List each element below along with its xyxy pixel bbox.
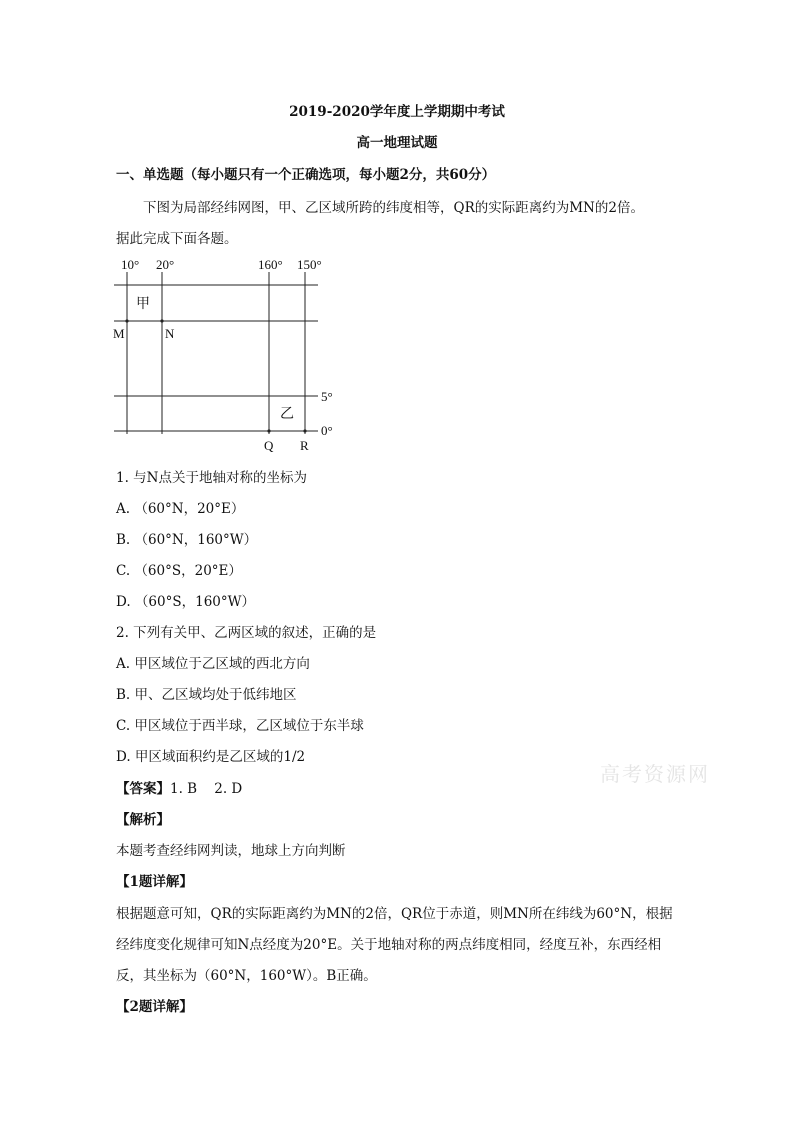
lon-label-10: 10° bbox=[121, 257, 140, 272]
point-m bbox=[125, 319, 128, 322]
question-2-option-d: D. 甲区域面积约是乙区域的1/2 bbox=[116, 749, 306, 765]
intro-line-1: 下图为局部经纬网图，甲、乙区域所跨的纬度相等，QR的实际距离约为MN的2倍。 bbox=[143, 200, 644, 216]
answer-row bbox=[116, 780, 242, 798]
q1-detail-line-3: 反，其坐标为（60°N，160°W）。B正确。 bbox=[116, 968, 377, 984]
intro-line-2: 据此完成下面各题。 bbox=[116, 231, 238, 247]
point-label-r: R bbox=[300, 438, 309, 452]
question-2-option-b: B. 甲、乙区域均处于低纬地区 bbox=[116, 687, 297, 703]
lat-label-5: 5° bbox=[321, 389, 333, 404]
answer-text: 1. B 2. D bbox=[170, 781, 243, 797]
point-label-n: N bbox=[165, 326, 175, 341]
lon-label-150: 150° bbox=[297, 257, 322, 272]
answer-label: 【答案】 bbox=[116, 781, 170, 797]
watermark: 高考资源网 bbox=[600, 762, 710, 786]
page-subtitle: 高一地理试题 bbox=[356, 135, 438, 151]
analysis-label: 【解析】 bbox=[116, 812, 170, 828]
region-label-yi: 乙 bbox=[280, 407, 294, 422]
lat-long-grid-figure bbox=[110, 252, 350, 452]
point-r bbox=[303, 429, 306, 432]
section-heading: 一、单选题（每小题只有一个正确选项，每小题2分，共60分） bbox=[116, 167, 496, 183]
q1-detail-label: 【1题详解】 bbox=[116, 874, 193, 890]
question-1-stem: 1. 与N点关于地轴对称的坐标为 bbox=[116, 470, 307, 486]
lon-label-20: 20° bbox=[156, 257, 175, 272]
question-2-option-a: A. 甲区域位于乙区域的西北方向 bbox=[116, 656, 310, 672]
question-1-option-d: D. （60°S，160°W） bbox=[116, 594, 255, 610]
question-1-option-b: B. （60°N，160°W） bbox=[116, 532, 258, 548]
point-n bbox=[160, 319, 163, 322]
point-q bbox=[267, 429, 270, 432]
q1-detail-line-2: 经纬度变化规律可知N点经度为20°E。关于地轴对称的两点纬度相同，经度互补，东西经相 bbox=[116, 937, 662, 953]
lat-label-0: 0° bbox=[321, 423, 333, 438]
q2-detail-label: 【2题详解】 bbox=[116, 999, 193, 1015]
page-title: 2019-2020学年度上学期期中考试 bbox=[289, 104, 505, 120]
question-2-option-c: C. 甲区域位于西半球，乙区域位于东半球 bbox=[116, 718, 364, 734]
analysis-summary: 本题考查经纬网判读，地球上方向判断 bbox=[116, 843, 346, 859]
q1-detail-line-1: 根据题意可知，QR的实际距离约为MN的2倍，QR位于赤道，则MN所在纬线为60°N，根据 bbox=[116, 906, 673, 922]
question-1-option-c: C. （60°S，20°E） bbox=[116, 563, 242, 579]
point-label-q: Q bbox=[264, 438, 274, 452]
region-label-jia: 甲 bbox=[136, 297, 150, 312]
question-2-stem: 2. 下列有关甲、乙两区域的叙述，正确的是 bbox=[116, 625, 377, 641]
lon-label-160: 160° bbox=[258, 257, 283, 272]
question-1-option-a: A. （60°N，20°E） bbox=[116, 501, 245, 517]
point-label-m: M bbox=[113, 326, 125, 341]
